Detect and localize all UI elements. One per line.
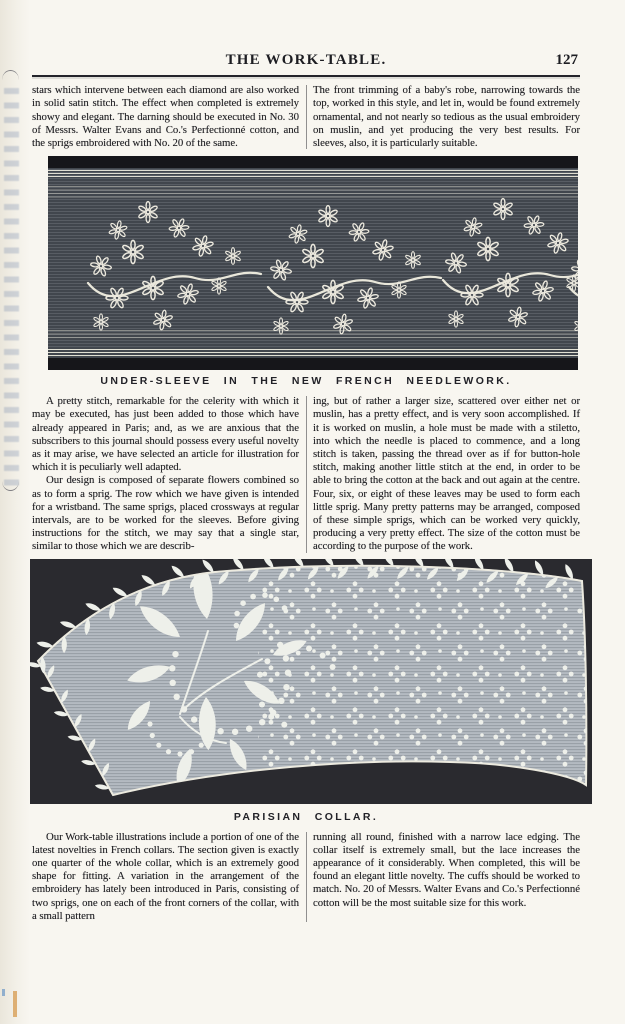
intro-right-column (313, 84, 580, 150)
running-header (32, 52, 580, 70)
header-rule (32, 75, 580, 77)
paragraph: stars which intervene between each diamond are also worked in solid satin stitch. The effect when completed is extremely showy and elegant. The darning should be executed in No. 30 of Messrs. Walter Evans and Co.'s Perfectionné cotton, and the sprigs embroidered with No. 20 of the same. (32, 84, 299, 149)
page-number: 127 (555, 52, 578, 68)
paragraph: Our design is composed of separate flowers combined so as to form a sprig. The row which we have given is intended for a wristband. The same sprigs, placed crossways at regular intervals, are to be worked for the sleeves. Before giving instructions for the stitch, we may say that a single star, similar to those which we are describ- (32, 474, 299, 553)
margin-bleedthrough-text (4, 88, 19, 486)
outro-left-column (32, 831, 299, 923)
body-left-column (32, 395, 299, 553)
margin-tan-mark (13, 991, 17, 1017)
figure1-illustration (48, 156, 578, 370)
intro-left-column (32, 84, 299, 150)
text-block-outro (32, 831, 580, 923)
paragraph: The front trimming of a baby's robe, narrowing towards the top, worked in this style, and let in, would be found extremely ornamental, and not nearly so tedious as the usual embroidery on muslin, and yet producing the very best results. For sleeves, also, it is particularly suitable. (313, 84, 580, 149)
figure2-illustration (30, 559, 592, 804)
margin-blue-mark (2, 989, 5, 996)
text-block-intro (32, 84, 580, 150)
paragraph: ing, but of rather a larger size, scattered over either net or muslin, has a pretty effect, and is very soon accomplished. If it is worked on muslin, a hole must be made with a stiletto, into which the needle is placed to commence, and a long stitch is taken, passing the thread over as if for button-hole stitch, making another little stitch at the end, in order to be able to bring the cotton at the back and out again at the centre. Four, six, or eight of these leaves may be used to form each little sprig. Many pretty patterns may be arranged, composed of these simple sprigs, which can be worked very quickly, producing a very pretty effect. The size of the cotton must be according to the purpose of the work. (313, 395, 580, 553)
body-right-column (313, 395, 580, 553)
figure1-caption: UNDER-SLEEVE IN THE NEW FRENCH NEEDLEWORK. (100, 375, 512, 388)
paragraph: running all round, finished with a narrow lace edging. The collar itself is extremely small, but the lace increases the appearance of it considerably. When completed, this will be found an elegant little novelty. The cuffs should be worked to match. No. 20 of Messrs. Walter Evans and Co.'s Perfectionné cotton will be the most suitable size for this work. (313, 830, 580, 909)
page-title: THE WORK-TABLE. (225, 52, 387, 68)
paragraph: Our Work-table illustrations include a portion of one of the latest novelties in French collars. The section given is exactly one quarter of the whole collar, which is an extremely good shape for fitting. A variation in the arrangement of the embroidery has lately been introduced in Paris, consisting of two sprigs, one on each of the front corners of the collar, with a small pattern (32, 830, 299, 922)
figure2-caption: PARISIAN COLLAR. (233, 810, 379, 823)
outro-right-column (313, 831, 580, 923)
paragraph: A pretty stitch, remarkable for the celerity with which it may be executed, has just been added to those which have already appeared in Paris; and, as we are anxious that the subscribers to this journal should possess every useful novelty as it may arise, we have selected an article for illustration for which it is peculiarly well adapted. (32, 395, 299, 474)
text-block-body (32, 395, 580, 553)
page-content (32, 52, 580, 923)
